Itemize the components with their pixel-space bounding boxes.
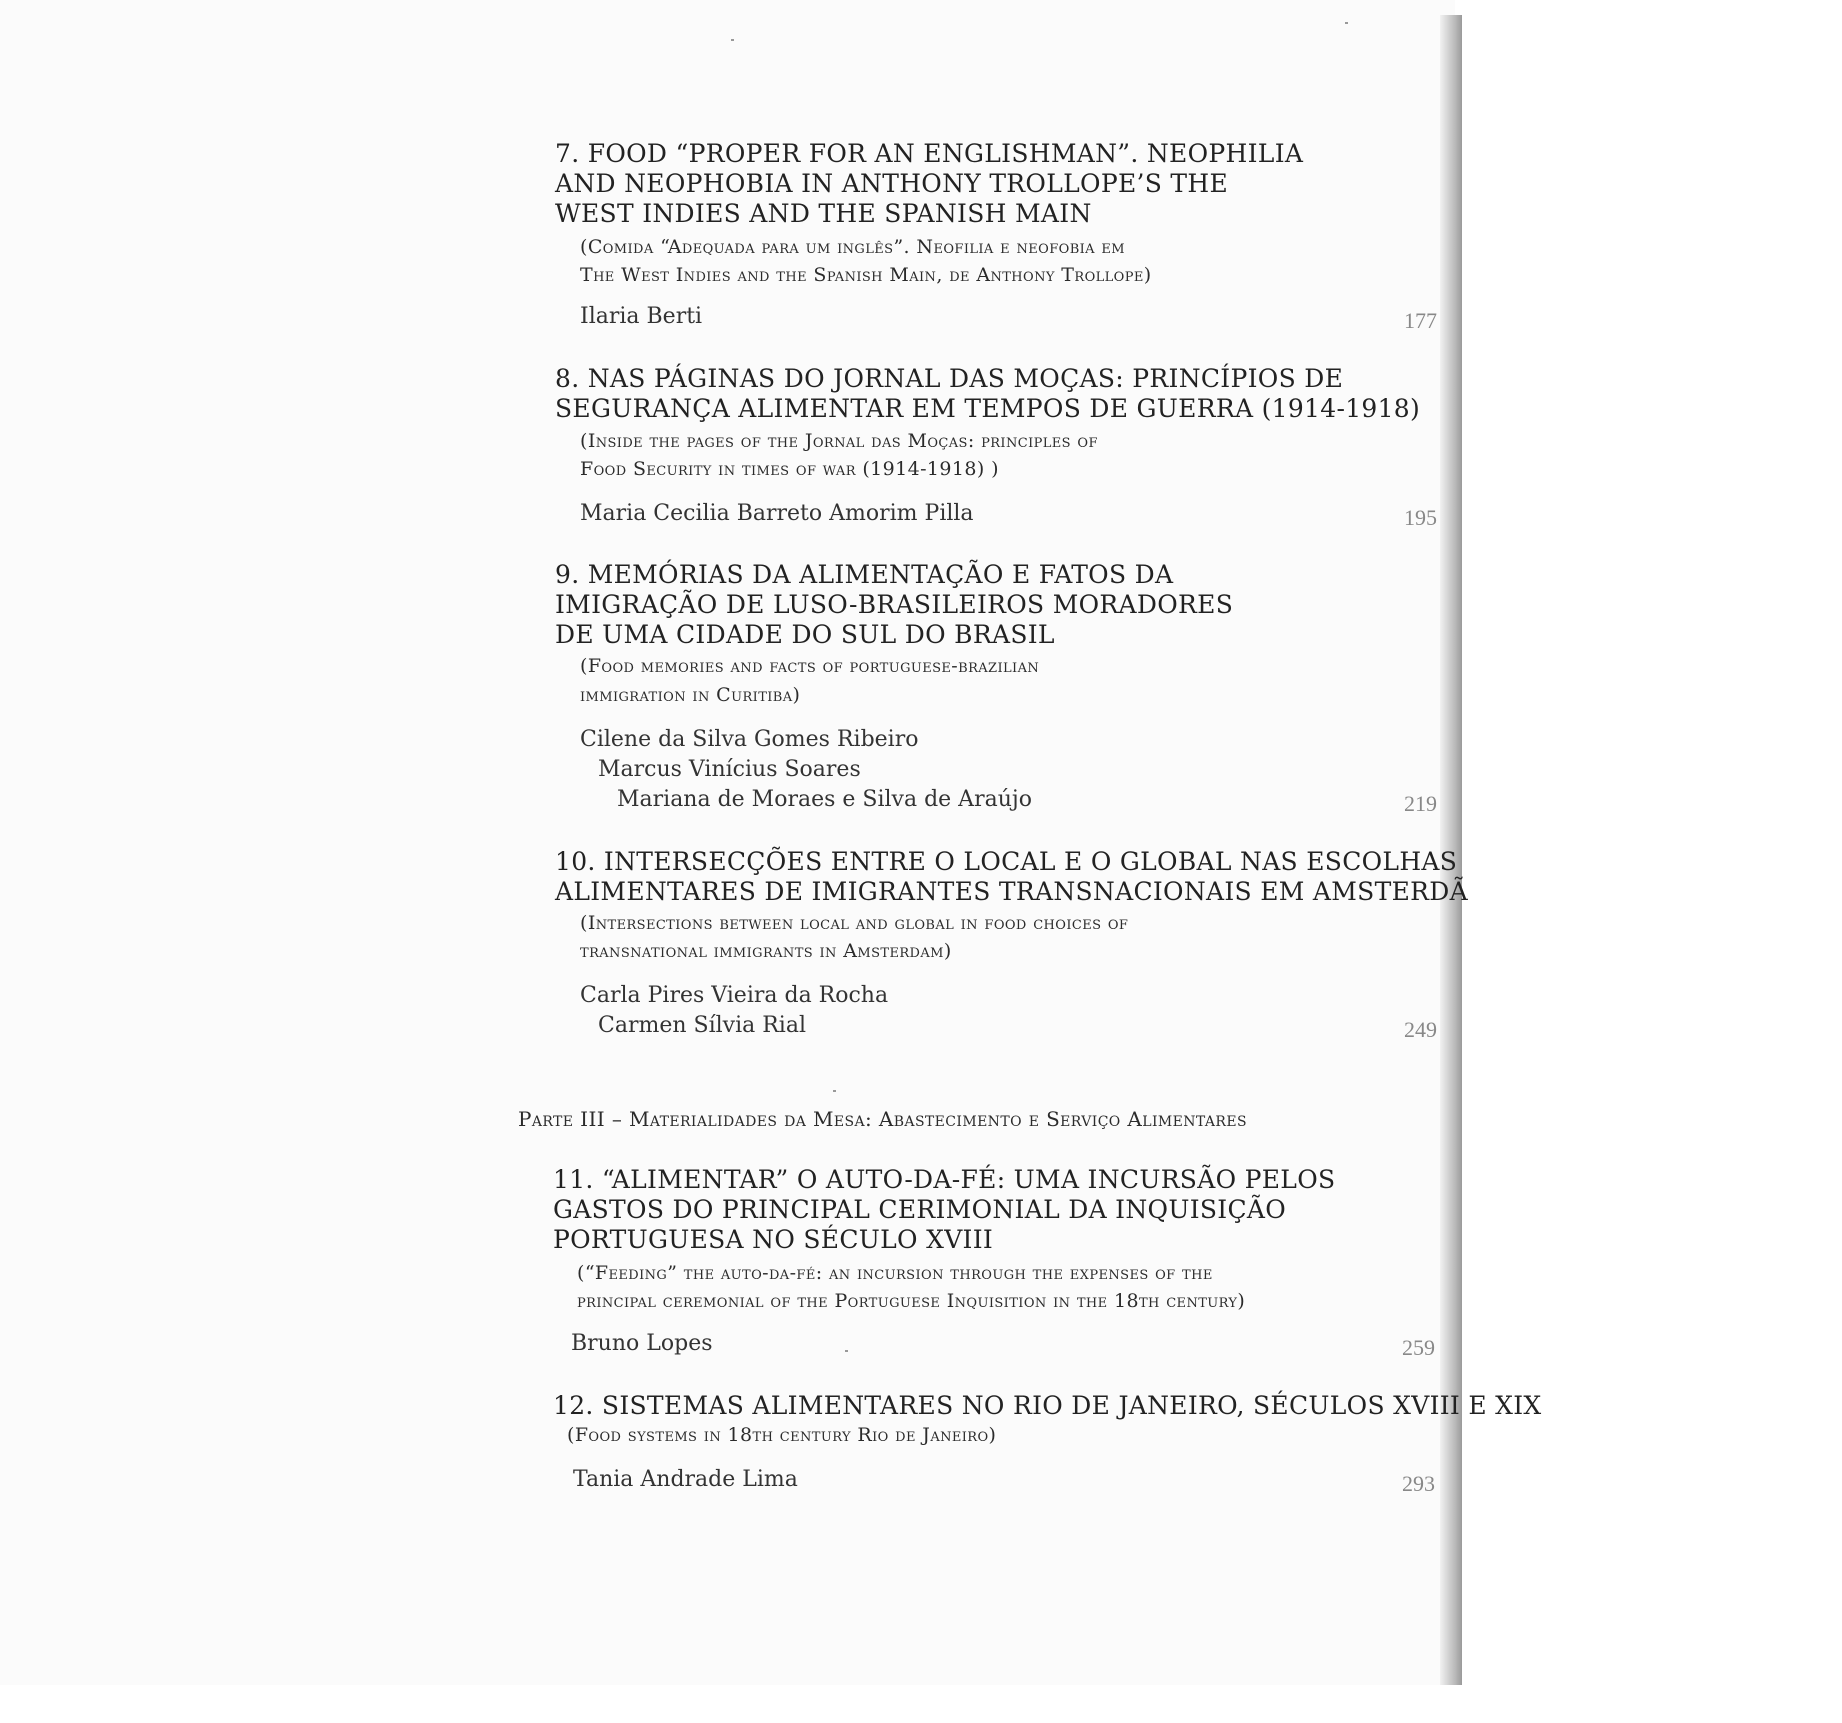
entry-page-number: 219 xyxy=(1404,791,1437,816)
entry-page-number: 177 xyxy=(1404,308,1437,333)
entry-subtitle-line: (Food systems in 18th century Rio de Janeiro) xyxy=(567,1424,997,1446)
part-heading: Parte III – Materialidades da Mesa: Abastecimento e Serviço Alimentares xyxy=(518,1107,1247,1131)
entry-title-line: GASTOS DO PRINCIPAL CERIMONIAL DA INQUISIÇÃO xyxy=(553,1195,1287,1224)
entry-title-line: AND NEOPHOBIA IN ANTHONY TROLLOPE’S THE xyxy=(555,169,1229,198)
entry-subtitle-line: immigration in Curitiba) xyxy=(580,684,801,706)
entry-subtitle-line: (Comida “Adequada para um inglês”. Neofilia e neofobia em xyxy=(580,236,1126,258)
entry-author: Cilene da Silva Gomes Ribeiro xyxy=(580,727,919,752)
entry-title-line: WEST INDIES AND THE SPANISH MAIN xyxy=(555,199,1092,228)
entry-subtitle-line: (“Feeding” the auto-da-fé: an incursion through the expenses of the xyxy=(577,1262,1213,1284)
entry-subtitle-line: (Intersections between local and global in food choices of xyxy=(580,912,1129,934)
entry-author: Bruno Lopes xyxy=(571,1331,713,1356)
entry-title-line: 8. NAS PÁGINAS DO JORNAL DAS MOÇAS: PRINCÍPIOS DE xyxy=(555,364,1344,393)
entry-title-line: ALIMENTARES DE IMIGRANTES TRANSNACIONAIS EM AMSTERDÃ xyxy=(555,877,1468,906)
entry-title-line: 10. INTERSECÇÕES ENTRE O LOCAL E O GLOBAL NAS ESCOLHAS xyxy=(555,847,1458,876)
entry-author: Carla Pires Vieira da Rocha xyxy=(580,983,889,1008)
entry-page-number: 259 xyxy=(1402,1335,1435,1360)
entry-subtitle-line: transnational immigrants in Amsterdam) xyxy=(580,940,952,962)
entry-author: Carmen Sílvia Rial xyxy=(598,1013,806,1038)
entry-author: Marcus Vinícius Soares xyxy=(598,757,861,782)
entry-title-line: PORTUGUESA NO SÉCULO XVIII xyxy=(553,1225,994,1254)
entry-author: Ilaria Berti xyxy=(580,304,703,329)
entry-title-line: IMIGRAÇÃO DE LUSO-BRASILEIROS MORADORES xyxy=(555,590,1234,619)
entry-subtitle-line: The West Indies and the Spanish Main, de Anthony Trollope) xyxy=(580,264,1152,286)
entry-subtitle-line: (Inside the pages of the Jornal das Moças: principles of xyxy=(580,430,1098,452)
entry-subtitle-line: Food Security in times of war (1914-1918) ) xyxy=(580,458,999,480)
entry-title-line: 11. “ALIMENTAR” O AUTO-DA-FÉ: UMA INCURSÃO PELOS xyxy=(553,1165,1336,1194)
entry-title-line: 7. FOOD “PROPER FOR AN ENGLISHMAN”. NEOPHILIA xyxy=(555,139,1304,168)
entry-title-line: 12. SISTEMAS ALIMENTARES NO RIO DE JANEIRO, SÉCULOS XVIII E XIX xyxy=(553,1391,1542,1420)
entry-subtitle-line: principal ceremonial of the Portuguese Inquisition in the 18th century) xyxy=(577,1290,1246,1312)
entry-subtitle-line: (Food memories and facts of portuguese-brazilian xyxy=(580,655,1040,677)
entry-page-number: 293 xyxy=(1402,1471,1435,1496)
entry-title-line: SEGURANÇA ALIMENTAR EM TEMPOS DE GUERRA (1914-1918) xyxy=(555,394,1421,423)
entry-page-number: 195 xyxy=(1404,505,1437,530)
entry-author: Mariana de Moraes e Silva de Araújo xyxy=(617,787,1032,812)
entry-author: Tania Andrade Lima xyxy=(573,1467,798,1492)
entry-page-number: 249 xyxy=(1404,1017,1437,1042)
entry-title-line: DE UMA CIDADE DO SUL DO BRASIL xyxy=(555,620,1055,649)
entry-title-line: 9. MEMÓRIAS DA ALIMENTAÇÃO E FATOS DA xyxy=(555,560,1174,589)
entry-author: Maria Cecilia Barreto Amorim Pilla xyxy=(580,501,974,526)
